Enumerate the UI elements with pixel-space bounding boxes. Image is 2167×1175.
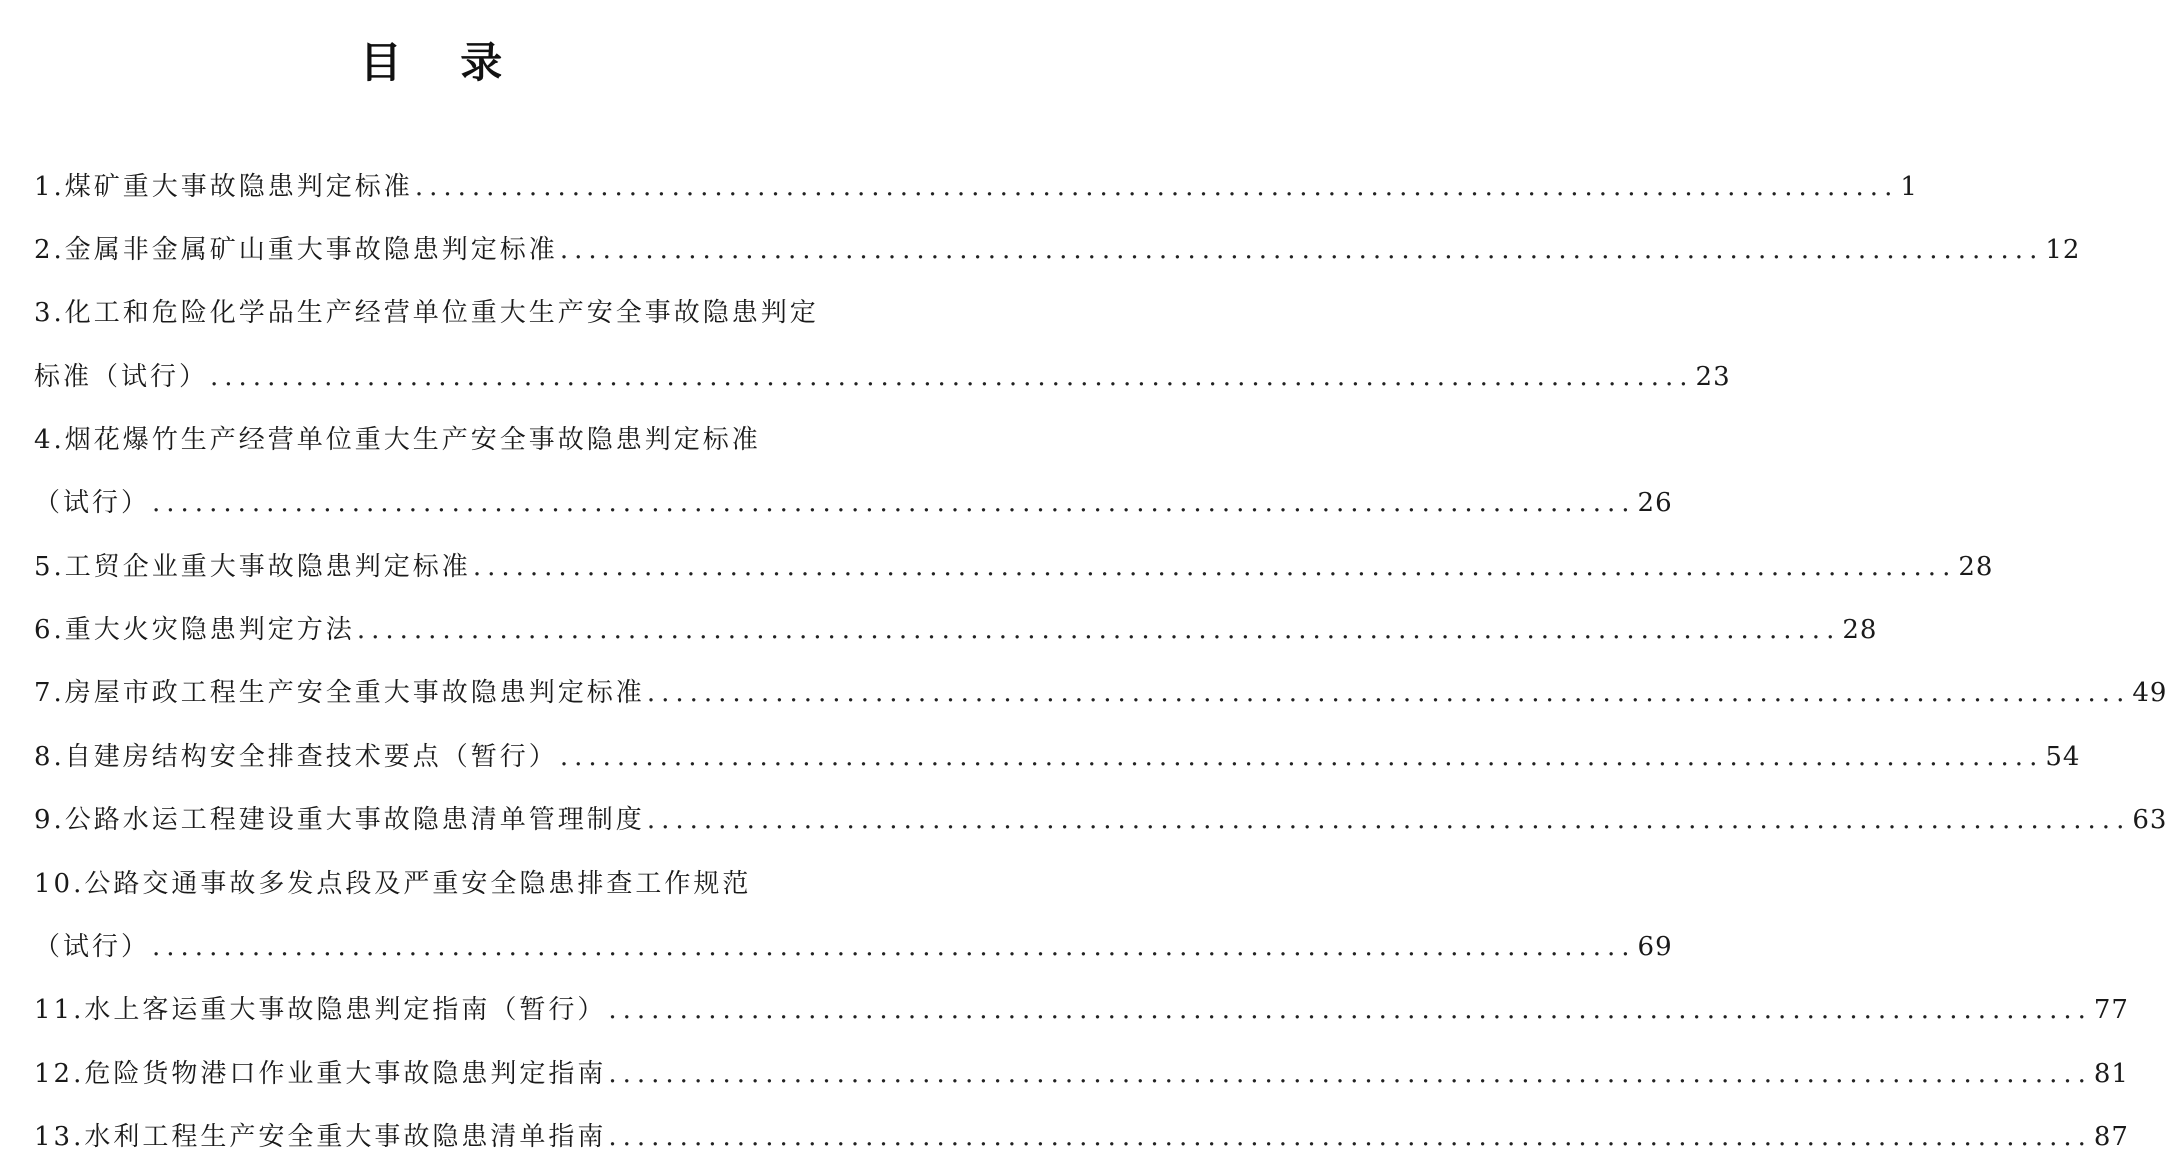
dot-leader: ........................................................................................................ (559, 742, 2044, 772)
toc-entry[interactable] (34, 927, 1673, 967)
dot-leader: ........................................................................................................ (608, 1059, 2092, 1089)
dot-leader: ........................................................................................................ (646, 678, 2131, 708)
toc-entry-title: （试行） (34, 488, 151, 518)
dot-leader: ........................................................................................................ (608, 1122, 2092, 1152)
toc-entry[interactable] (34, 547, 1994, 587)
toc-entry-title: （试行） (34, 932, 151, 962)
toc-entry-page: 81 (2093, 1059, 2129, 1089)
toc-entry[interactable] (34, 357, 1731, 397)
toc-entry-title: 5.工贸企业重大事故隐患判定标准 (34, 552, 471, 582)
toc-entry[interactable] (34, 167, 1918, 207)
toc-entry-title: 7.房屋市政工程生产安全重大事故隐患判定标准 (34, 678, 645, 708)
toc-entry-page: 77 (2093, 995, 2129, 1025)
page-title: 目 录 (359, 38, 525, 87)
dot-leader: ........................................................................................................ (608, 995, 2092, 1025)
toc-entry-page: 87 (2093, 1122, 2129, 1152)
toc-entry[interactable] (34, 420, 830, 460)
toc-entry-title: 8.自建房结构安全排查技术要点（暂行） (34, 742, 558, 772)
dot-leader: ........................................................................................................ (646, 805, 2131, 835)
toc-entry-title: 13.水利工程生产安全重大事故隐患清单指南 (34, 1122, 607, 1152)
toc-entry-title: 3.化工和危险化学品生产经营单位重大生产安全事故隐患判定 (34, 298, 819, 328)
toc-entry-title: 标准（试行） (34, 362, 209, 392)
toc-entry-page: 49 (2132, 678, 2167, 708)
toc-entry[interactable] (34, 230, 2081, 270)
toc-entry-page: 63 (2132, 805, 2167, 835)
toc-entry-page: 69 (1637, 932, 1673, 962)
dot-leader: ........................................................................................................ (356, 615, 1841, 645)
toc-entry-page: 1 (1900, 172, 1918, 202)
toc-entry-title: 2.金属非金属矿山重大事故隐患判定标准 (34, 235, 558, 265)
toc-entry[interactable] (34, 864, 830, 904)
toc-entry[interactable] (34, 293, 830, 333)
toc-entry-title: 11.水上客运重大事故隐患判定指南（暂行） (34, 995, 607, 1025)
toc-entry[interactable] (34, 1054, 2129, 1094)
toc-entry-title: 10.公路交通事故多发点段及严重安全隐患排查工作规范 (34, 869, 752, 899)
toc-entry[interactable] (34, 610, 1878, 650)
dot-leader: ........................................................................................................ (210, 362, 1694, 392)
toc-entry-page: 26 (1637, 488, 1673, 518)
dot-leader: ........................................................................................................ (472, 552, 1957, 582)
toc-entry-page: 12 (2045, 235, 2081, 265)
dot-leader: ........................................................................................................ (152, 488, 1636, 518)
toc-entry-title: 9.公路水运工程建设重大事故隐患清单管理制度 (34, 805, 645, 835)
toc-entry-title: 4.烟花爆竹生产经营单位重大生产安全事故隐患判定标准 (34, 425, 761, 455)
toc-entry[interactable] (34, 673, 2167, 713)
toc-entry-page: 54 (2045, 742, 2081, 772)
dot-leader: ........................................................................................................ (414, 172, 1899, 202)
toc-entry-page: 28 (1958, 552, 1994, 582)
toc-entry[interactable] (34, 800, 2167, 840)
toc-entry[interactable] (34, 737, 2081, 777)
toc-entry-page: 23 (1695, 362, 1731, 392)
toc-entry[interactable] (34, 1117, 2129, 1157)
toc-entry-page: 28 (1842, 615, 1878, 645)
dot-leader: ........................................................................................................ (559, 235, 2044, 265)
toc-entry-title: 6.重大火灾隐患判定方法 (34, 615, 355, 645)
dot-leader: ........................................................................................................ (152, 932, 1636, 962)
toc-entry-title: 12.危险货物港口作业重大事故隐患判定指南 (34, 1059, 607, 1089)
toc-entry-title: 1.煤矿重大事故隐患判定标准 (34, 172, 413, 202)
toc-entry[interactable] (34, 483, 1673, 523)
toc-entry[interactable] (34, 990, 2129, 1030)
